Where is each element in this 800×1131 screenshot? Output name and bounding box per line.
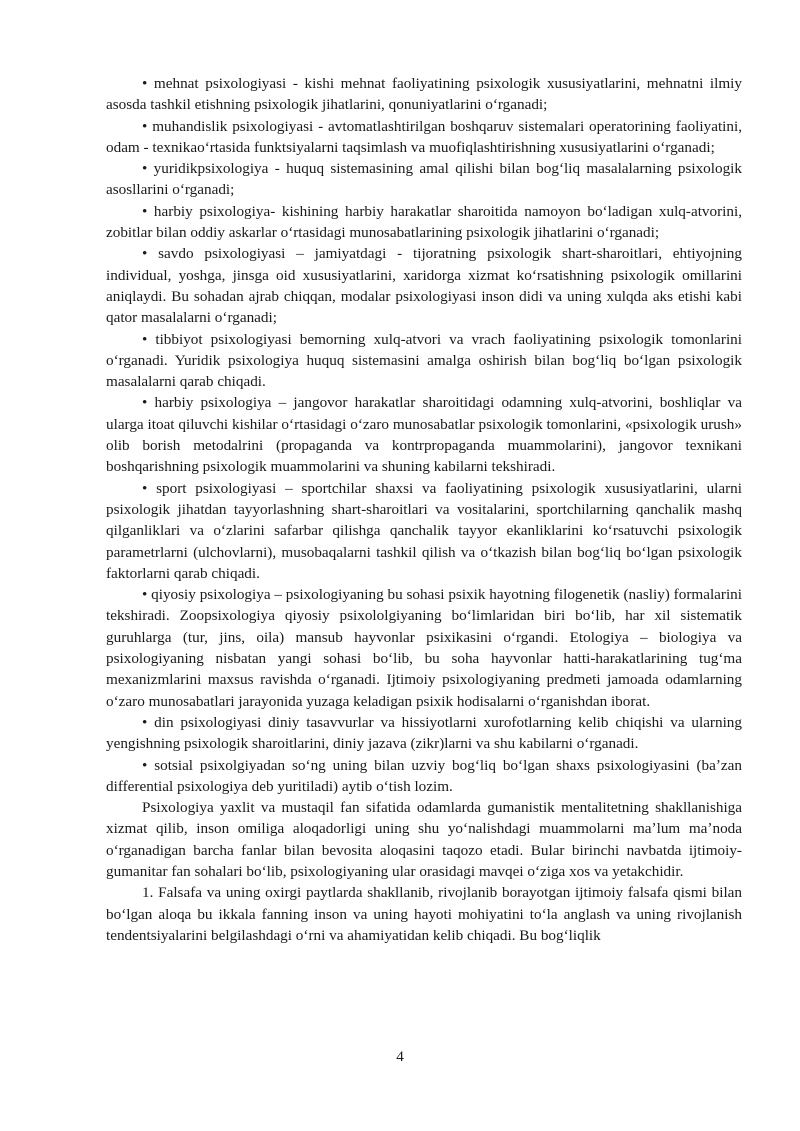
paragraph-savdo-psixologiyasi: • savdo psixologiyasi – jamiyatdagi - tijoratning psixologik shart-sharoitlari, ehtiyojning individual, yoshga, jinsga oid xususiyatlarini, xaridorga xizmat koʻrsatishning psixologik omillarini aniqlaydi. Bu sohadan ajrab chiqqan, modalar psixologiyasi inson didi va uning xulqda aks etishi kabi qator masalalarni oʻrganadi; (106, 245, 742, 327)
paragraph-din-psixologiyasi: • din psixologiyasi diniy tasavvurlar va hissiyotlarni xurofotlarning kelib chiqishi va ularning yengishning psixologik sharoitlarini, diniy jazava (zikr)larni va shu kabilarni oʻrganadi. (106, 713, 742, 753)
document-body (106, 73, 742, 946)
paragraph-sport-psixologiyasi: • sport psixologiyasi – sportchilar shaxsi va faoliyatining psixologik xususiyatlarini, ularni psixologik jihatdan tayyorlashning shart-sharoitlari va vositalarini, sportchilarning qanchalik mashq qilganliklari va oʻzlarini safarbar qilishga qanchalik tayyor ekanliklarini koʻrsatuvchi psixologik parametrlarni (ulchovlarni), musobaqalarni tashkil qilish va oʻtkazish bilan bogʻliq boʻlgan psixologik faktorlarni qarab chiqadi. (106, 479, 742, 582)
page-number: 4 (396, 1048, 404, 1065)
paragraph-psixologiya-yaxlit: Psixologiya yaxlit va mustaqil fan sifatida odamlarda gumanistik mentalitetning shakllanishiga xizmat qilib, inson omiliga aloqadorligi uning shu yoʻnalishdagi muammolarni maʼlum maʼnoda oʻrganadigan barcha fanlar bilan bevosita aloqasini taqozo etadi. Bular birinchi navbatda ijtimoiy-gumanitar fan sohalari boʻlib, psixologiyaning ular orasidagi mavqei oʻziga xos va yetakchidir. (106, 799, 742, 880)
paragraph-mehnat-psixologiyasi: • mehnat psixologiyasi - kishi mehnat faoliyatining psixologik xususiyatlarini, mehnatni ilmiy asosda tashkil etishning psixologik jihatlarini, qonuniyatlarini oʻrganadi; (106, 75, 742, 114)
paragraph-tibbiyot-psixologiyasi: • tibbiyot psixologiyasi bemorning xulq-atvori va vrach faoliyatining psixologik tomonlarini oʻrganadi. Yuridik psixologiya huquq sistemasini amalga oshirish bilan bogʻliq boʻlgan psixologik masalalarni qarab chiqadi. (106, 330, 742, 391)
paragraph-harbiy-psixologiya-2: • harbiy psixologiya – jangovor harakatlar sharoitidagi odamning xulq-atvorini, boshliqlar va ularga itoat qiluvchi kishilar oʻrtasidagi oʻzaro munosabatlar psixologik tomonlarini, «psixologik urush» olib borish metodalrini (propaganda va kontrpropaganda muammolarini), jangovor texnikani boshqarishning psixologik muammolarini va shuning kabilarni tekshiradi. (106, 394, 742, 476)
paragraph-harbiy-psixologiya-1: • harbiy psixologiya- kishining harbiy harakatlar sharoitida namoyon boʻladigan xulq-atvorini, zobitlar bilan oddiy askarlar oʻrtasidagi munosabatlarining psixologik jihatlarini oʻrganadi; (106, 202, 742, 242)
paragraph-qiyosiy-psixologiya: • qiyosiy psixologiya – psixologiyaning bu sohasi psixik hayotning filogenetik (nasliy) formalarini tekshiradi. Zoopsixologiya qiyosiy psixololgiyaning boʻlimlaridan biri boʻlib, har xil sistematik guruhlarga (tur, jins, oila) mansub hayvonlar psixikasini oʻrgandi. Etologiya – biologiya va psixologiyaning nisbatan yangi sohasi boʻlib, bu soha hayvonlar hatti-harakatlarining tugʻma mexanizmlarini maxsus ravishda oʻrganadi. Ijtimoiy psixologiyaning predmeti jamoada odamlarning oʻzaro munosabatlari jarayonida yuzaga keladigan psixik hodisalarni oʻrganishdan iborat. (106, 586, 742, 710)
paragraph-muhandislik-psixologiyasi: • muhandislik psixologiyasi - avtomatlashtirilgan boshqaruv sistemalari operatorining faoliyatini, odam - texnikaoʻrtasida funktsiyalarni taqsimlash va muofiqlashtirishning xususiyatlarini oʻrganadi; (106, 117, 742, 156)
paragraph-yuridik-psixologiya: • yuridikpsixologiya - huquq sistemasining amal qilishi bilan bogʻliq masalalarning psixologik asosllarini oʻrganadi; (106, 160, 742, 199)
paragraph-falsafa: 1. Falsafa va uning oxirgi paytlarda shakllanib, rivojlanib borayotgan ijtimoiy falsafa qismi bilan boʻlgan aloqa bu ikkala fanning inson va uning hayoti mohiyatini toʻla anglash va uning rivojlanish tendentsiyalarini belgilashdagi oʻrni va ahamiyatidan kelib chiqadi. Bu bogʻliqlik (106, 884, 742, 944)
paragraph-sotsial-psixologiya: • sotsial psixolgiyadan soʻng uning bilan uzviy bogʻliq boʻlgan shaxs psixologiyasini (baʼzan differential psixologiya deb yuritiladi) aytib oʻtish lozim. (106, 756, 742, 795)
